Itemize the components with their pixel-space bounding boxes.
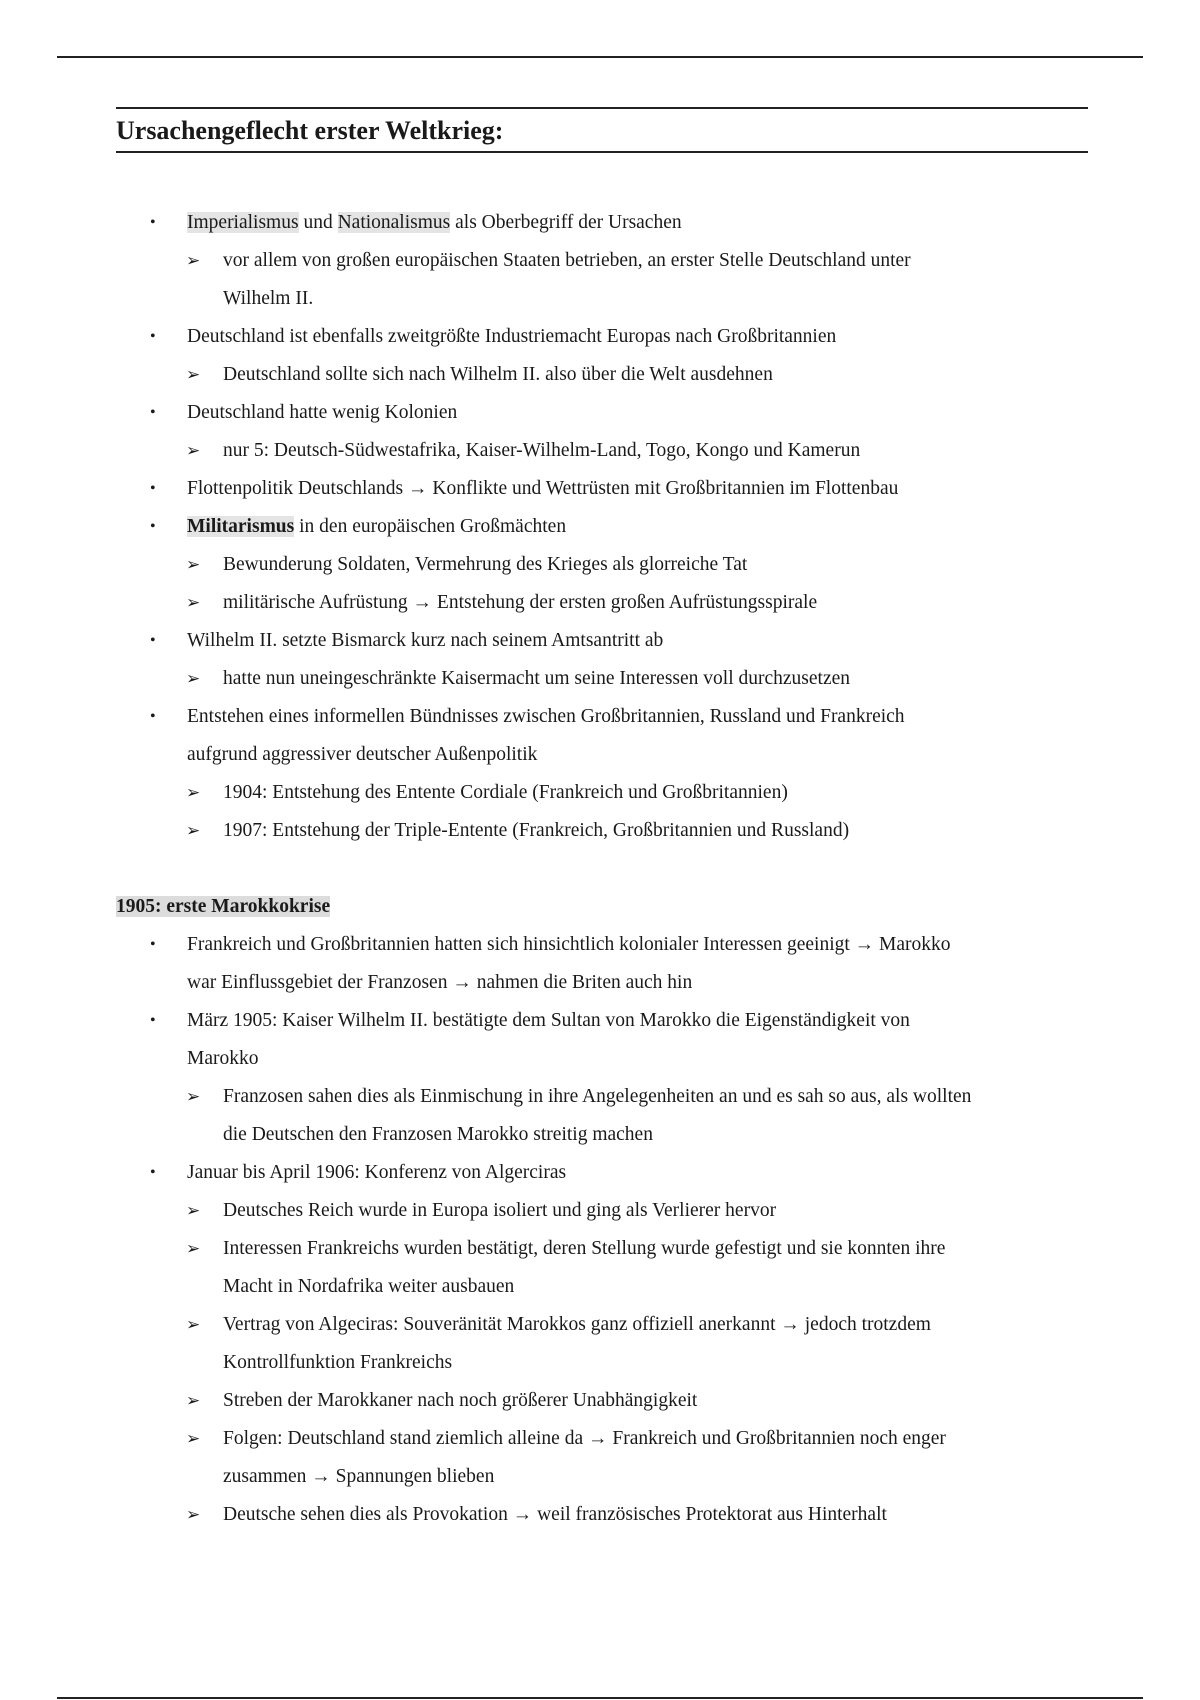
- arrow-bullet-icon: ➢: [186, 1201, 201, 1220]
- arrow-bullet-icon: ➢: [186, 669, 201, 688]
- item-text: 1904: Entstehung des Entente Cordiale (Frankreich und Großbritannien): [223, 782, 788, 803]
- item-text: die Deutschen den Franzosen Marokko streitig machen: [223, 1124, 653, 1145]
- sub-list-item: [0, 242, 1200, 280]
- item-text: Flottenpolitik Deutschlands → Konflikte und Wettrüsten mit Großbritannien im Flottenbau: [187, 478, 899, 499]
- sub-list-item: [0, 1078, 1200, 1116]
- arrow-bullet-icon: ➢: [186, 1505, 201, 1524]
- item-text: Macht in Nordafrika weiter ausbauen: [223, 1276, 515, 1297]
- arrow-bullet-icon: ➢: [186, 593, 201, 612]
- bullet-dot-icon: •: [150, 1012, 156, 1029]
- item-text: zusammen → Spannungen blieben: [223, 1466, 495, 1487]
- bullet-dot-icon: •: [150, 480, 156, 497]
- bold-term: Militarismus: [187, 516, 295, 537]
- title-box: [116, 107, 1088, 153]
- arrow-bullet-icon: ➢: [186, 1239, 201, 1258]
- list-item: [0, 622, 1200, 660]
- item-text: vor allem von großen europäischen Staaten betrieben, an erster Stelle Deutschland unter: [223, 250, 911, 271]
- footer-rule: [57, 1697, 1143, 1699]
- section-heading-text: 1905: erste Marokkokrise: [116, 896, 331, 917]
- item-text: war Einflussgebiet der Franzosen → nahmen die Briten auch hin: [187, 972, 693, 993]
- item-text: 1907: Entstehung der Triple-Entente (Frankreich, Großbritannien und Russland): [223, 820, 850, 841]
- item-text: Kontrollfunktion Frankreichs: [223, 1352, 453, 1373]
- arrow-bullet-icon: ➢: [186, 251, 201, 270]
- arrow-bullet-icon: ➢: [186, 1315, 201, 1334]
- item-text: Frankreich und Großbritannien hatten sich hinsichtlich kolonialer Interessen geeinigt → Marokko: [187, 934, 951, 955]
- item-text: Vertrag von Algeciras: Souveränität Marokkos ganz offiziell anerkannt → jedoch trotzdem: [223, 1314, 931, 1335]
- item-text: Bewunderung Soldaten, Vermehrung des Krieges als glorreiche Tat: [223, 554, 748, 575]
- section-heading: [0, 888, 1200, 926]
- text-fragment: und: [303, 212, 333, 233]
- item-text: Folgen: Deutschland stand ziemlich alleine da → Frankreich und Großbritannien noch enger: [223, 1428, 946, 1449]
- arrow-bullet-icon: ➢: [186, 1429, 201, 1448]
- item-text: Marokko: [187, 1048, 259, 1069]
- sub-list-item: [0, 356, 1200, 394]
- item-text: Deutschland sollte sich nach Wilhelm II. also über die Welt ausdehnen: [223, 364, 773, 385]
- bullet-dot-icon: •: [150, 936, 156, 953]
- sub-list-item: [0, 774, 1200, 812]
- list-item: [0, 508, 1200, 546]
- sub-list-item: [0, 1192, 1200, 1230]
- bullet-dot-icon: •: [150, 518, 156, 535]
- list-item: [0, 698, 1200, 736]
- sub-list-item: [0, 584, 1200, 622]
- arrow-bullet-icon: ➢: [186, 1391, 201, 1410]
- item-text: Januar bis April 1906: Konferenz von Algerciras: [187, 1162, 567, 1183]
- text-fragment: als Oberbegriff der Ursachen: [455, 212, 682, 233]
- list-item: [0, 318, 1200, 356]
- bullet-dot-icon: •: [150, 214, 156, 231]
- item-text: Wilhelm II.: [223, 288, 314, 309]
- arrow-bullet-icon: ➢: [186, 783, 201, 802]
- list-item: [0, 204, 1200, 242]
- arrow-bullet-icon: ➢: [186, 555, 201, 574]
- sub-list-item: [0, 1420, 1200, 1458]
- item-text: hatte nun uneingeschränkte Kaisermacht um seine Interessen voll durchzusetzen: [223, 668, 851, 689]
- sub-list-item: [0, 1230, 1200, 1268]
- item-text: Deutschland ist ebenfalls zweitgrößte Industriemacht Europas nach Großbritannien: [187, 326, 837, 347]
- list-item: [0, 1154, 1200, 1192]
- item-text: Wilhelm II. setzte Bismarck kurz nach seinem Amtsantritt ab: [187, 630, 664, 651]
- highlighted-term: Imperialismus: [187, 212, 299, 233]
- sub-list-item: [0, 812, 1200, 850]
- item-text: Entstehen eines informellen Bündnisses zwischen Großbritannien, Russland und Frankreich: [187, 706, 905, 727]
- item-text: Franzosen sahen dies als Einmischung in ihre Angelegenheiten an und es sah so aus, als wollten: [223, 1086, 972, 1107]
- item-text: Deutsche sehen dies als Provokation → weil französisches Protektorat aus Hinterhalt: [223, 1504, 887, 1525]
- highlighted-term: Nationalismus: [337, 212, 451, 233]
- item-text: aufgrund aggressiver deutscher Außenpolitik: [187, 744, 538, 765]
- item-text: Deutschland hatte wenig Kolonien: [187, 402, 458, 423]
- item-text: Interessen Frankreichs wurden bestätigt, deren Stellung wurde gefestigt und sie konnten ihre: [223, 1238, 946, 1259]
- list-item: [0, 926, 1200, 964]
- bullet-dot-icon: •: [150, 1164, 156, 1181]
- item-text: nur 5: Deutsch-Südwestafrika, Kaiser-Wilhelm-Land, Togo, Kongo und Kamerun: [223, 440, 861, 461]
- item-text: Streben der Marokkaner nach noch größerer Unabhängigkeit: [223, 1390, 698, 1411]
- text-fragment: in den europäischen Großmächten: [299, 516, 567, 537]
- sub-list-item-continuation: [0, 1116, 1200, 1154]
- list-item: [0, 1002, 1200, 1040]
- item-text: Deutsches Reich wurde in Europa isoliert und ging als Verlierer hervor: [223, 1200, 777, 1221]
- sub-list-item: [0, 660, 1200, 698]
- sub-list-item: [0, 1496, 1200, 1534]
- arrow-bullet-icon: ➢: [186, 1087, 201, 1106]
- sub-list-item-continuation: [0, 1268, 1200, 1306]
- bullet-dot-icon: •: [150, 328, 156, 345]
- bullet-dot-icon: •: [150, 632, 156, 649]
- bullet-dot-icon: •: [150, 404, 156, 421]
- arrow-bullet-icon: ➢: [186, 365, 201, 384]
- document-title: Ursachengeflecht erster Weltkrieg:: [116, 116, 504, 145]
- list-item-continuation: [0, 964, 1200, 1002]
- document-body: [0, 204, 1200, 1534]
- list-item: [0, 394, 1200, 432]
- sub-list-item: [0, 546, 1200, 584]
- sub-list-item-continuation: [0, 280, 1200, 318]
- arrow-bullet-icon: ➢: [186, 821, 201, 840]
- bullet-dot-icon: •: [150, 708, 156, 725]
- item-text: militärische Aufrüstung → Entstehung der ersten großen Aufrüstungsspirale: [223, 592, 818, 613]
- list-item-continuation: [0, 736, 1200, 774]
- sub-list-item: [0, 432, 1200, 470]
- list-item-continuation: [0, 1040, 1200, 1078]
- item-text: März 1905: Kaiser Wilhelm II. bestätigte dem Sultan von Marokko die Eigenständigkeit von: [187, 1010, 910, 1031]
- list-item: [0, 470, 1200, 508]
- sub-list-item-continuation: [0, 1344, 1200, 1382]
- header-rule: [57, 56, 1143, 58]
- arrow-bullet-icon: ➢: [186, 441, 201, 460]
- sub-list-item: [0, 1306, 1200, 1344]
- sub-list-item-continuation: [0, 1458, 1200, 1496]
- sub-list-item: [0, 1382, 1200, 1420]
- spacer: [0, 850, 1200, 888]
